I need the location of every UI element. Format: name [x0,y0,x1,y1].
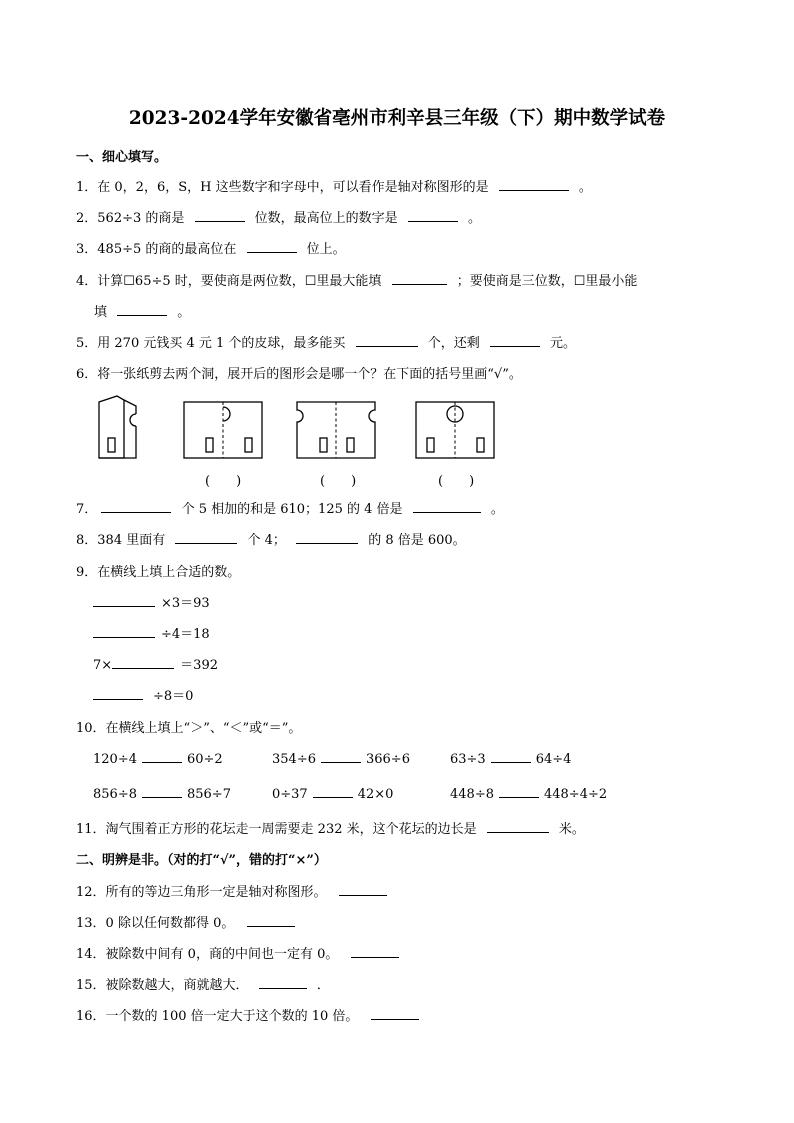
q10-right: 448÷4÷2 [543,787,608,802]
option-a-figure [184,402,262,458]
question-16 [76,1005,419,1024]
q10-item-5 [272,785,393,802]
question-5 [76,332,576,351]
q8-blank-2[interactable] [296,531,358,544]
q9-row-1 [93,592,210,611]
q4-text: 4．计算☐65÷5 时，要使商是两位数，☐里最大能填 [76,274,382,289]
q10-left: 856÷8 [93,787,137,802]
q5-blank-1[interactable] [356,334,418,347]
q12-text: 12．所有的等边三角形一定是轴对称图形。 [76,885,327,900]
q5-end: 元。 [550,336,577,351]
option-c-answer[interactable]: ( ) [438,474,475,489]
q7-text: 7． [76,502,98,517]
q10-blank[interactable] [142,750,182,763]
question-1 [76,176,592,195]
q9-row-4 [93,685,193,704]
q10-blank[interactable] [499,785,539,798]
q2-end: 。 [467,211,481,226]
q8-text: 8．384 里面有 [76,533,166,548]
q9-expr-4: ÷8＝0 [153,689,194,704]
q7-blank-1[interactable] [101,500,171,513]
q8-end: 的 8 倍是 600。 [368,533,466,548]
q3-end: 位上。 [306,242,346,257]
q11-end: 米。 [558,822,585,837]
q1-text: 1．在 0，2，6，S，H 这些数字和字母中，可以看作是轴对称图形的是 [76,180,489,195]
option-c-figure [416,402,494,458]
question-10: 10．在横线上填上“＞”、“＜”或“＝”。 [76,721,302,736]
question-7 [76,498,504,517]
q10-blank[interactable] [491,750,531,763]
option-b-answer[interactable]: ( ) [320,474,357,489]
q10-item-2 [272,750,410,767]
q9-blank-2[interactable] [93,625,155,638]
q11-text: 11．淘气围着正方形的花坛走一周需要走 232 米，这个花坛的边长是 [76,822,477,837]
q10-right: 366÷6 [365,752,410,767]
question-9: 9．在横线上填上合适的数。 [76,565,241,580]
q6-figures [90,392,510,464]
q3-text: 3．485÷5 的商的最高位在 [76,242,237,257]
q11-blank[interactable] [487,820,549,833]
q10-right: 64÷4 [535,752,572,767]
question-14 [76,943,399,962]
q4-text-3: 填 [94,305,108,320]
q4-end: 。 [177,305,191,320]
question-15 [76,974,330,993]
q10-item-3 [450,750,571,767]
q10-left: 448÷8 [450,787,494,802]
q7-end: 。 [490,502,504,517]
q9-row-3 [93,654,218,673]
folded-paper-figure [99,396,136,458]
section-heading-fill: 一、细心填写。 [76,150,168,165]
q9-expr-2: ÷4＝18 [161,627,210,642]
q4-blank-1[interactable] [392,272,447,285]
section-heading-judge: 二、明辨是非。（对的打“√”，错的打“×”） [76,853,327,868]
q10-left: 120÷4 [93,752,137,767]
q14-text: 14．被除数中间有 0，商的中间也一定有 0。 [76,947,339,962]
question-8 [76,529,466,548]
q12-blank[interactable] [339,883,387,896]
q10-right: 856÷7 [186,787,231,802]
q9-expr-3a: 7× [93,658,113,673]
q10-item-1 [93,750,223,767]
q16-blank[interactable] [371,1007,419,1020]
q1-end: 。 [578,180,592,195]
option-a-answer[interactable]: ( ) [205,474,242,489]
question-13 [76,912,295,931]
question-4-cont [94,301,190,320]
q5-blank-2[interactable] [490,334,540,347]
q10-blank[interactable] [313,785,353,798]
question-2 [76,207,481,226]
q5-text: 5．用 270 元钱买 4 元 1 个的皮球，最多能买 [76,336,346,351]
q10-left: 354÷6 [272,752,316,767]
q10-left: 0÷37 [272,787,308,802]
question-11 [76,818,585,837]
question-3 [76,238,346,257]
page-title: 2023-2024学年安徽省亳州市利辛县三年级（下）期中数学试卷 [128,108,666,129]
q10-right: 42×0 [357,787,394,802]
q9-blank-3[interactable] [112,656,174,669]
q9-blank-1[interactable] [93,594,155,607]
question-6: 6．将一张纸剪去两个洞，展开后的图形会是哪一个？在下面的括号里画“√”。 [76,367,522,382]
q2-blank-2[interactable] [408,209,458,222]
q15-text: 15．被除数越大，商就越大． [76,978,249,993]
q9-row-2 [93,623,210,642]
question-4 [76,270,637,289]
q10-item-4 [93,785,231,802]
q8-text-2: 个 4； [247,533,286,548]
q14-blank[interactable] [351,945,399,958]
q9-expr-1: ×3＝93 [161,596,210,611]
q4-text-2: ；要使商是三位数，☐里最小能 [456,274,638,289]
q7-text-2: 个 5 相加的和是 610；125 的 4 倍是 [181,502,403,517]
q10-blank[interactable] [142,785,182,798]
q2-blank-1[interactable] [195,209,245,222]
q8-blank-1[interactable] [175,531,237,544]
q10-left: 63÷3 [450,752,486,767]
q15-blank[interactable] [259,976,307,989]
option-b-figure [297,402,375,458]
q2-text: 2．562÷3 的商是 [76,211,185,226]
q15-end: ． [316,978,330,993]
q10-blank[interactable] [321,750,361,763]
q4-blank-2[interactable] [117,303,167,316]
q1-answer-blank[interactable] [499,178,569,191]
question-12 [76,881,387,900]
q3-blank[interactable] [247,240,297,253]
q5-text-2: 个，还剩 [427,336,480,351]
q10-item-6 [450,785,607,802]
q13-text: 13．0 除以任何数都得 0。 [76,916,235,931]
q13-blank[interactable] [247,914,295,927]
q9-blank-4[interactable] [93,687,143,700]
q16-text: 16．一个数的 100 倍一定大于这个数的 10 倍。 [76,1009,359,1024]
q7-blank-2[interactable] [413,500,481,513]
q10-right: 60÷2 [186,752,223,767]
q2-text-2: 位数，最高位上的数字是 [254,211,398,226]
q9-expr-3b: ＝392 [180,658,218,673]
